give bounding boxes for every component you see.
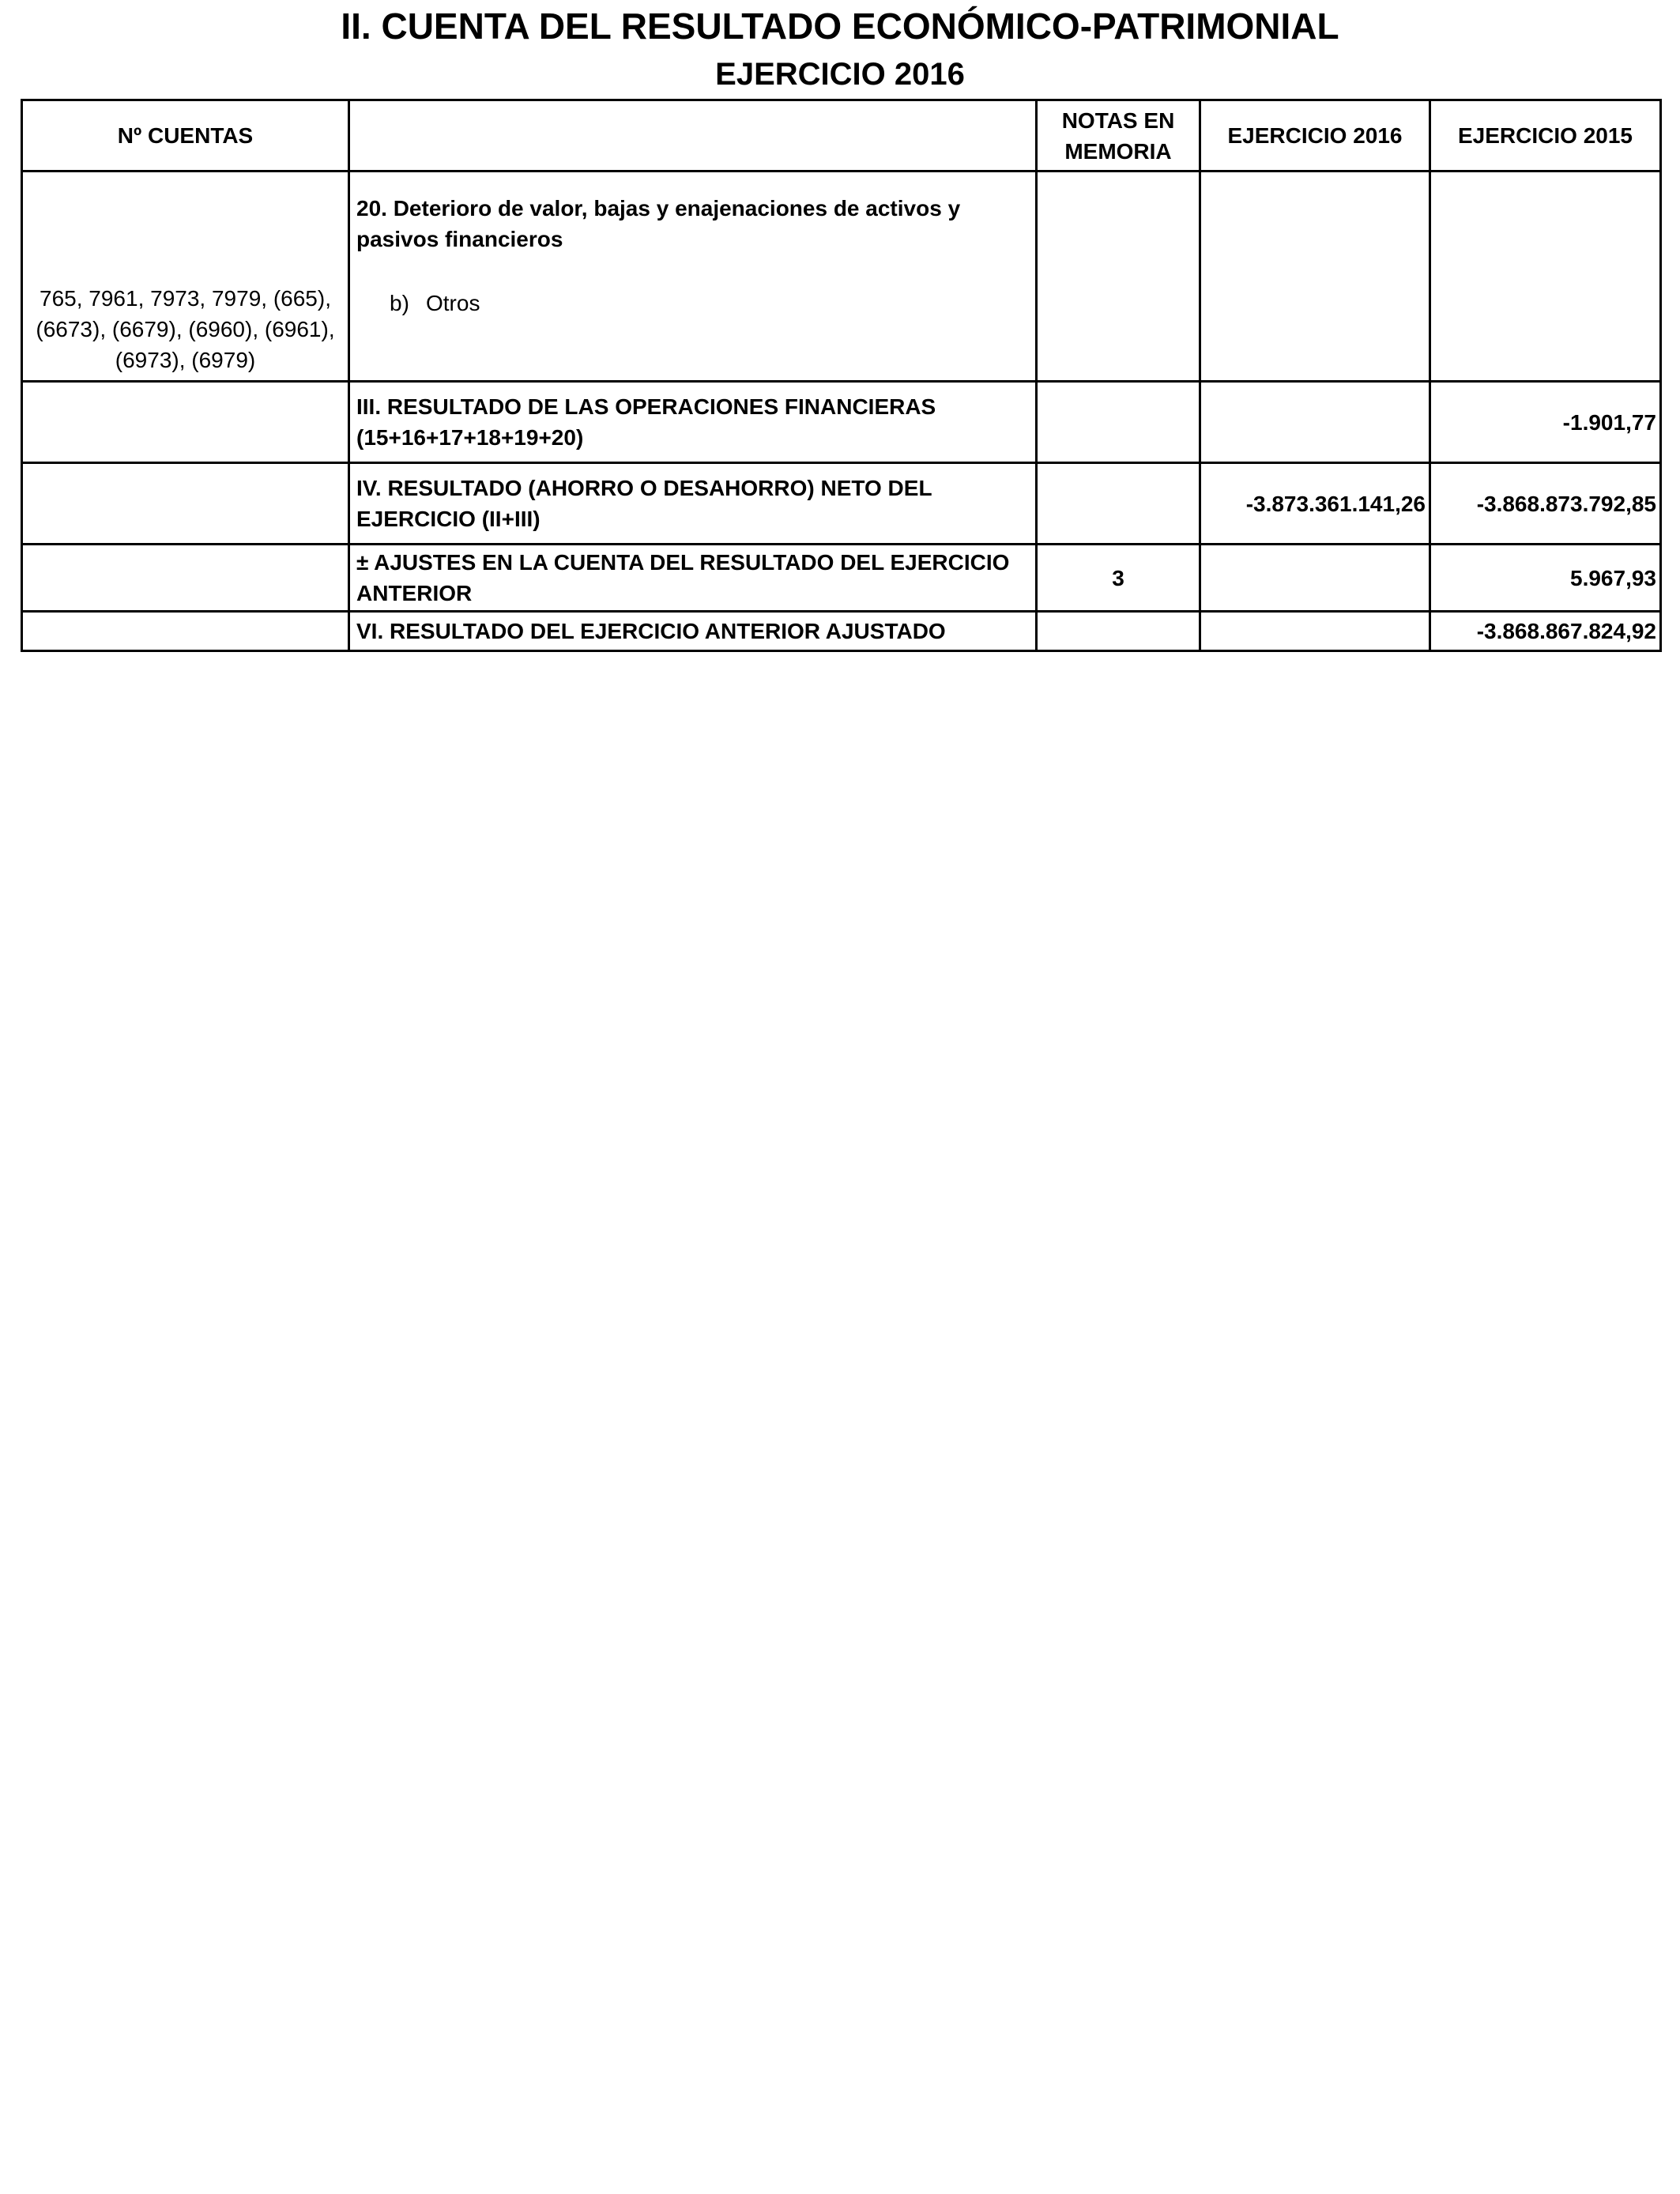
row-year-2016: -3.873.361.141,26 — [1200, 463, 1430, 545]
row-title: 20. Deterioro de valor, bajas y enajenaciones de activos y pasivos financieros — [356, 196, 961, 251]
row-description: ± AJUSTES EN LA CUENTA DEL RESULTADO DEL EJERCICIO ANTERIOR — [349, 545, 1037, 612]
header-year-2016: EJERCICIO 2016 — [1200, 100, 1430, 172]
page-subtitle: EJERCICIO 2016 — [715, 57, 965, 92]
row-year-2016 — [1200, 545, 1430, 612]
header-year-2015: EJERCICIO 2015 — [1430, 100, 1661, 172]
row-accounts — [22, 382, 349, 463]
header-notes: NOTAS EN MEMORIA — [1037, 100, 1200, 172]
table-header-row — [22, 100, 1661, 172]
row-accounts — [22, 545, 349, 612]
row-notes: 3 — [1037, 545, 1200, 612]
row-year-2016 — [1200, 382, 1430, 463]
row-description — [349, 172, 1037, 382]
header-accounts: Nº CUENTAS — [22, 100, 349, 172]
table-row — [22, 612, 1661, 651]
header-description — [349, 100, 1037, 172]
page-title: II. CUENTA DEL RESULTADO ECONÓMICO-PATRIMONIAL — [341, 6, 1339, 47]
table-row — [22, 545, 1661, 612]
row-accounts: 765, 7961, 7973, 7979, (665), (6673), (6679), (6960), (6961), (6973), (6979) — [22, 172, 349, 382]
row-year-2015: 5.967,93 — [1430, 545, 1661, 612]
row-year-2015: -3.868.873.792,85 — [1430, 463, 1661, 545]
subitem-marker: b) — [390, 291, 409, 315]
table-row — [22, 463, 1661, 545]
row-year-2016 — [1200, 172, 1430, 382]
row-subitem — [356, 288, 1029, 319]
row-year-2015 — [1430, 172, 1661, 382]
row-notes — [1037, 172, 1200, 382]
row-accounts — [22, 463, 349, 545]
row-notes — [1037, 382, 1200, 463]
result-table — [21, 99, 1662, 652]
row-description: III. RESULTADO DE LAS OPERACIONES FINANCIERAS (15+16+17+18+19+20) — [349, 382, 1037, 463]
row-year-2016 — [1200, 612, 1430, 651]
row-year-2015: -1.901,77 — [1430, 382, 1661, 463]
row-description: IV. RESULTADO (AHORRO O DESAHORRO) NETO DEL EJERCICIO (II+III) — [349, 463, 1037, 545]
subitem-label: Otros — [426, 291, 480, 315]
row-description: VI. RESULTADO DEL EJERCICIO ANTERIOR AJUSTADO — [349, 612, 1037, 651]
row-notes — [1037, 463, 1200, 545]
table-row — [22, 172, 1661, 382]
table-row — [22, 382, 1661, 463]
row-year-2015: -3.868.867.824,92 — [1430, 612, 1661, 651]
row-notes — [1037, 612, 1200, 651]
row-accounts — [22, 612, 349, 651]
